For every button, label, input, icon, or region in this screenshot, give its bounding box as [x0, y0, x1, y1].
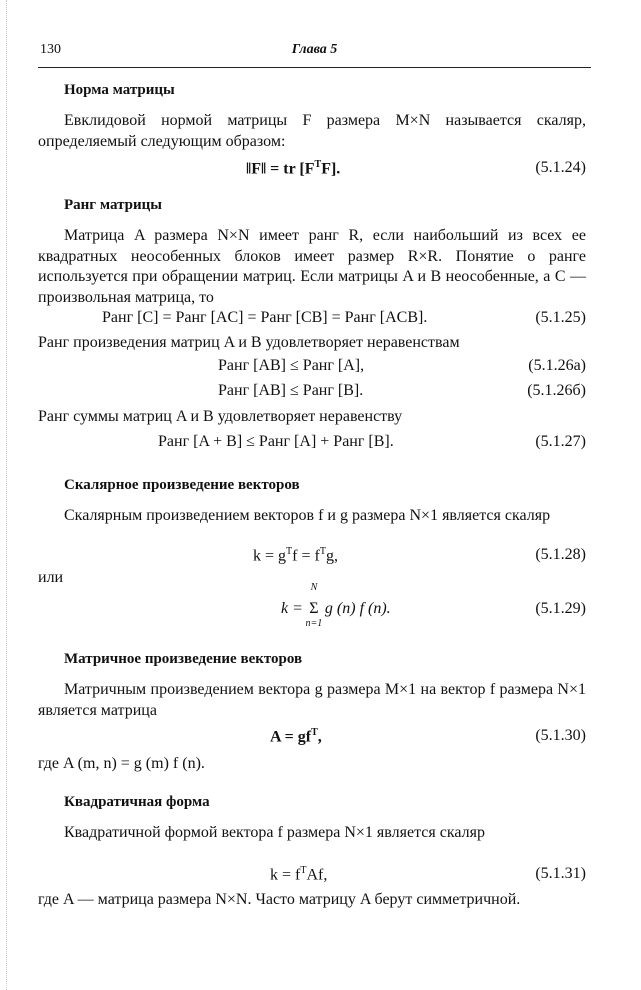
- equation-number: (5.1.26а): [528, 357, 586, 374]
- section-title-rank: Ранг матрицы: [64, 197, 162, 213]
- paragraph-norm: Евклидовой нормой матрицы F размера M×N называется скаляр, определяемый следующим образом:: [38, 112, 586, 150]
- section-title-norm: Норма матрицы: [64, 82, 175, 98]
- equation-number: (5.1.26б): [527, 382, 586, 399]
- formula: k = N Σ n=1 g (n) f (n).: [281, 582, 391, 629]
- section-title-quadratic-form: Квадратичная форма: [64, 794, 210, 810]
- sigma-sum: N Σ n=1: [307, 600, 321, 618]
- equation-5-1-27: [38, 433, 586, 455]
- equation-5-1-24: [38, 159, 586, 181]
- paragraph-rank-sum: Ранг суммы матриц A и B удовлетворяет неравенству: [38, 408, 403, 425]
- formula: ‖F‖ = tr $[F^TF]$.: [246, 159, 341, 178]
- equation-number: (5.1.29): [535, 600, 586, 617]
- equation-5-1-26b: [38, 382, 586, 404]
- formula: $k = g^Tf = f^Tg$,: [253, 546, 338, 565]
- equation-5-1-29: [38, 582, 586, 638]
- header-rule: [38, 67, 591, 68]
- equation-number: (5.1.25): [535, 309, 586, 326]
- equation-5-1-25: [38, 309, 586, 331]
- equation-number: (5.1.30): [535, 727, 586, 744]
- word-or: или: [38, 569, 64, 586]
- sum-upper-limit: N: [310, 582, 318, 593]
- paragraph-rank: Матрица A размера N×N имеет ранг R, если наибольший из всех ее квадратных неособенных блоков имеет размер R×R. Понятие о ранге используется при обращении матриц. Если матрицы A и B неособенные, а C — произвольная матрица, то: [38, 227, 586, 306]
- equation-5-1-26a: [38, 357, 586, 379]
- section-title-scalar-product: Скалярное произведение векторов: [64, 477, 300, 493]
- equation-number: (5.1.27): [535, 433, 586, 450]
- formula: $A = gf^T$,: [270, 727, 322, 746]
- paragraph-scalar-product: Скалярным произведением векторов f и g размера N×1 является скаляр: [64, 507, 551, 524]
- sum-lower-limit: n=1: [305, 618, 323, 629]
- formula: Ранг [AB] ≤ Ранг [B].: [218, 382, 364, 399]
- paragraph-quadratic-where: где A — матрица размера N×N. Часто матрицу A берут симметричной.: [38, 891, 521, 908]
- paragraph-rank-product: Ранг произведения матриц A и B удовлетворяет неравенствам: [38, 334, 460, 351]
- equation-5-1-30: [38, 727, 586, 749]
- equation-5-1-31: [38, 865, 586, 887]
- chapter-title: Глава 5: [291, 42, 338, 57]
- paragraph-matrix-product: Матричным произведением вектора g размера M×1 на вектор f размера N×1 является матрица: [38, 681, 586, 719]
- equation-number: (5.1.28): [535, 546, 586, 563]
- formula: $k = f^TAf$,: [270, 865, 328, 884]
- formula: Ранг [C] = Ранг [AC] = Ранг [CB] = Ранг [ACB].: [102, 309, 428, 326]
- page-edge-dots: [6, 0, 7, 990]
- section-title-matrix-product: Матричное произведение векторов: [64, 651, 303, 667]
- paragraph-quadratic-form: Квадратичной формой вектора f размера N×1 является скаляр: [64, 824, 485, 841]
- formula: Ранг [AB] ≤ Ранг [A],: [218, 357, 365, 374]
- equation-number: (5.1.31): [535, 865, 586, 882]
- equation-5-1-28: [38, 546, 586, 568]
- equation-number: (5.1.24): [535, 159, 586, 176]
- paragraph-where: где A (m, n) = g (m) f (n).: [38, 755, 205, 772]
- formula: Ранг [A + B] ≤ Ранг [A] + Ранг [B].: [158, 433, 394, 450]
- page-number: 130: [40, 42, 61, 57]
